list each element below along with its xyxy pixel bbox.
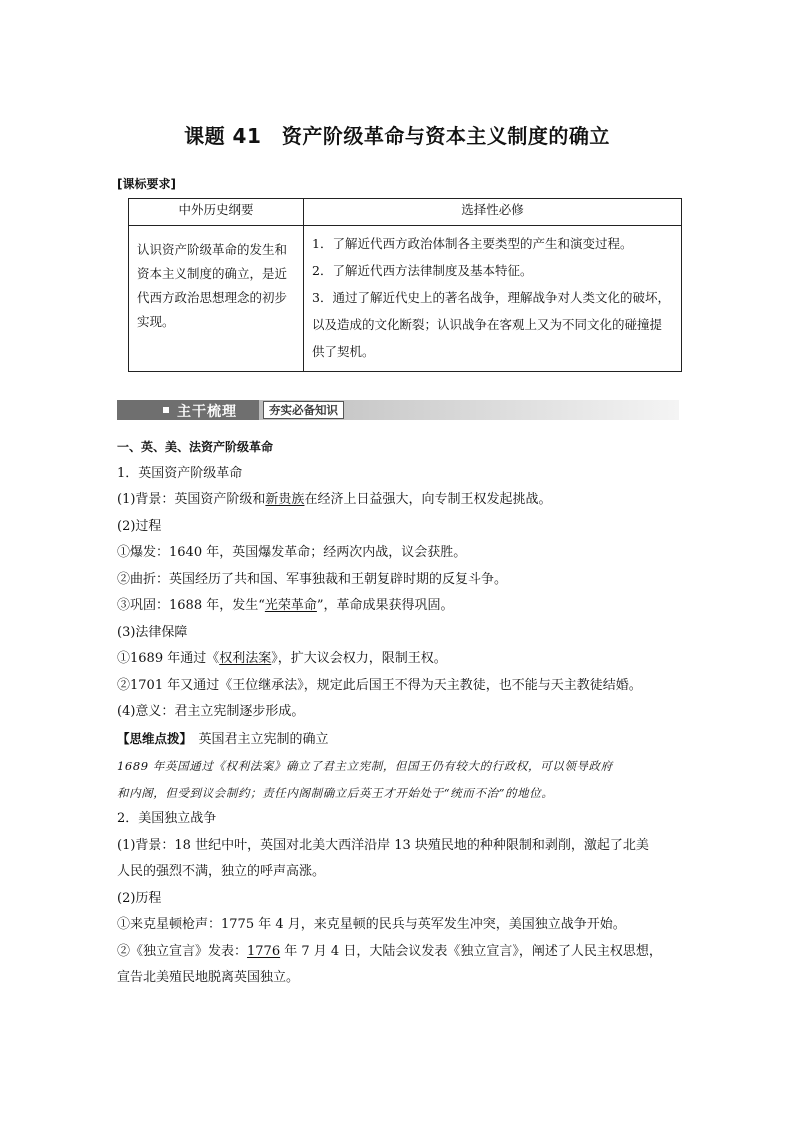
thinking-tip-heading — [117, 726, 679, 754]
curriculum-requirements-table — [128, 198, 682, 372]
square-bullet-icon — [163, 407, 169, 413]
england-legal-heading: (3)法律保障 — [117, 624, 188, 640]
elective-item-3: 3．通过了解近代史上的著名战争，理解战争对人类文化的破坏，以及造成的文化断裂；认识战争在客观上又为不同文化的碰撞提供了契机。 — [312, 290, 670, 359]
england-significance: (4)意义：君主立宪制逐步形成。 — [117, 704, 305, 719]
text-segment: ①1689 年通过《 — [117, 651, 220, 666]
elective-item-2: 2．了解近代西方法律制度及基本特征。 — [312, 263, 533, 278]
england-consolidation — [117, 593, 679, 620]
america-course-heading: (2)历程 — [117, 890, 162, 906]
england-background — [117, 487, 679, 514]
lexington-shots: ①来克星顿枪声：1775 年 4 月，来克星顿的民兵与英军发生冲突，美国独立战争开始。 — [117, 917, 626, 932]
keyword-underlined: 光荣革命 — [264, 598, 317, 613]
text-segment: 在经济上日益强大，向专制王权发起挑战。 — [304, 492, 552, 507]
tip-note-line-1: 1689 年英国通过《权利法案》确立了君主立宪制，但国王仍有较大的行政权，可以领导政府 — [117, 759, 613, 773]
text-segment: ”，革命成果获得巩固。 — [316, 598, 454, 613]
england-outbreak: ①爆发：1640 年，英国爆发革命；经两次内战，议会获胜。 — [117, 545, 467, 560]
banner-tag: 夯实必备知识 — [263, 401, 344, 419]
england-process-heading: (2)过程 — [117, 518, 162, 534]
outline-requirement-text: 认识资产阶级革命的发生和资本主义制度的确立，是近代西方政治思想理念的初步实现。 — [129, 226, 304, 372]
subsection-title-america: 2．美国独立战争 — [117, 811, 217, 826]
declaration-line-2: 宣告北美殖民地脱离英国独立。 — [117, 970, 300, 985]
tip-title: 英国君主立宪制的确立 — [198, 731, 329, 747]
america-background-line-1: (1)背景：18 世纪中叶，英国对北美大西洋沿岸 13 块殖民地的种种限制和剥削，激起了北美 — [117, 837, 649, 853]
declaration-line-1 — [117, 939, 679, 966]
elective-requirements-cell — [304, 226, 682, 372]
text-segment: (1)背景：英国资产阶级和 — [117, 492, 266, 507]
england-twists: ②曲折：英国经历了共和国、军事独裁和王朝复辟时期的反复斗争。 — [117, 571, 508, 587]
keyword-underlined: 权利法案 — [219, 651, 272, 666]
subsection-title-england: 1．英国资产阶级革命 — [117, 465, 243, 481]
elective-item-1: 1．了解近代西方政治体制各主要类型的产生和演变过程。 — [312, 236, 633, 251]
column-header-outline: 中外历史纲要 — [129, 199, 304, 226]
text-segment: ②《独立宣言》发表： — [117, 943, 248, 959]
section-heading-1: 一、英、美、法资产阶级革命 — [117, 440, 274, 454]
banner-title: 主干梳理 — [177, 404, 237, 420]
tip-note-line-2: 和内阁，但受到议会制约；责任内阁制确立后英王才开始处于“统而不治”的地位。 — [117, 785, 554, 800]
main-content — [117, 434, 679, 992]
lesson-title: 课题 41 资产阶级革命与资本主义制度的确立 — [184, 124, 610, 148]
text-segment: ③巩固：1688 年，发生“ — [117, 598, 265, 613]
act-of-settlement: ②1701 年又通过《王位继承法》，规定此后国王不得为天主教徒，也不能与天主教徒结婚。 — [117, 677, 642, 693]
text-segment: 年 7 月 4 日，大陆会议发表《独立宣言》，阐述了人民主权思想， — [280, 943, 662, 959]
text-segment: 》，扩大议会权力，限制王权。 — [271, 651, 447, 666]
keyword-underlined: 新贵族 — [265, 492, 305, 507]
bill-of-rights — [117, 646, 679, 673]
tip-label: 【思维点拨】 — [117, 730, 193, 746]
america-background-line-2: 人民的强烈不满，独立的呼声高涨。 — [117, 864, 326, 879]
keyword-underlined: 1776 — [247, 943, 281, 959]
column-header-elective: 选择性必修 — [304, 199, 682, 226]
curriculum-requirements-label: [课标要求] — [117, 177, 176, 191]
section-banner — [117, 398, 679, 422]
